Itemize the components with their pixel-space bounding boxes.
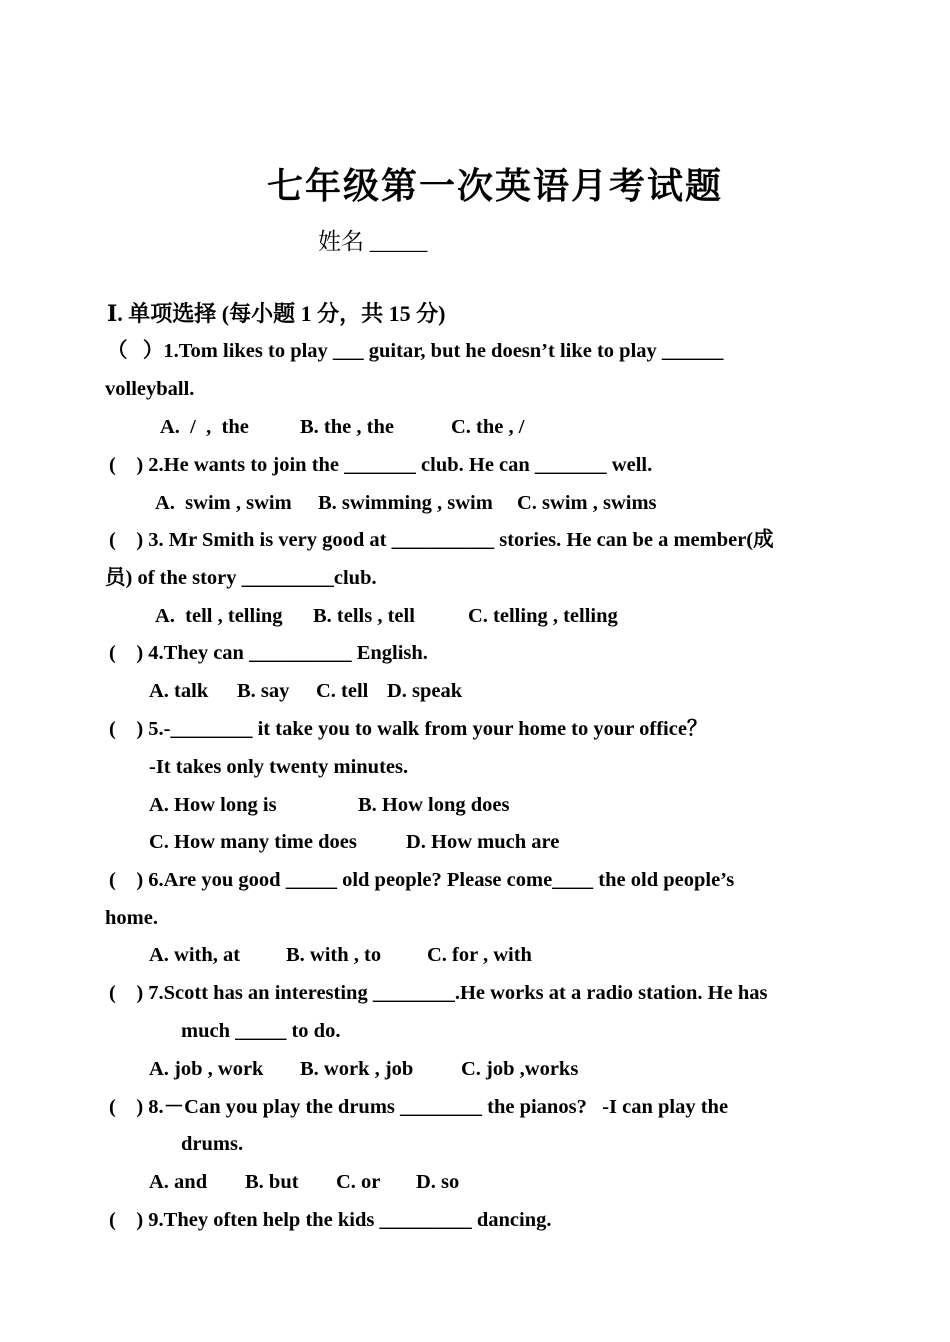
option: C. or (336, 1171, 381, 1193)
option: B. the , the (300, 416, 394, 438)
option: C. telling , telling (468, 605, 618, 627)
option: C. tell (316, 680, 369, 702)
question-line: 员) of the story _________club. (105, 567, 377, 589)
option: C. for , with (427, 944, 532, 966)
question-line: ( ) 8.－Can you play the drums ________ the pianos? -I can play the (109, 1096, 729, 1118)
option: A. job , work (149, 1058, 264, 1080)
question-line: ( ) 9.They often help the kids _________ dancing. (109, 1209, 552, 1231)
option: A. swim , swim (155, 492, 292, 514)
question-line: much _____ to do. (181, 1020, 341, 1042)
page-title: 七年级第一次英语月考试题 (266, 166, 723, 206)
option: A. talk (149, 680, 209, 702)
option: B. swimming , swim (318, 492, 493, 514)
option: B. with , to (286, 944, 382, 966)
option: D. How much are (406, 831, 560, 853)
question-line: ( ) 3. Mr Smith is very good at __________ stories. He can be a member(成 (109, 529, 774, 551)
question-line: -It takes only twenty minutes. (149, 756, 409, 778)
option: D. speak (387, 680, 463, 702)
option: A. tell , telling (155, 605, 283, 627)
option: A. How long is (149, 794, 277, 816)
name-field-label: 姓名 _____ (318, 229, 428, 254)
option: B. work , job (300, 1058, 414, 1080)
option: D. so (416, 1171, 460, 1193)
question-line: ( ) 2.He wants to join the _______ club. He can _______ well. (109, 454, 653, 476)
option: A. / , the (160, 416, 249, 438)
option: C. How many time does (149, 831, 357, 853)
question-line: home. (105, 907, 158, 929)
option: C. the , / (451, 416, 525, 438)
section-heading: Ⅰ. 单项选择 (每小题 1 分，共 15 分) (107, 301, 446, 326)
question-line: drums. (181, 1133, 244, 1155)
option: B. but (245, 1171, 299, 1193)
question-line: ( ) 7.Scott has an interesting ________.He works at a radio station. He has (109, 982, 768, 1004)
question-line: ( ) 4.They can __________ English. (109, 642, 428, 664)
option: B. tells , tell (313, 605, 415, 627)
question-line: （ ）1.Tom likes to play ___ guitar, but he doesn’t like to play ______ (107, 340, 724, 362)
option: B. say (237, 680, 290, 702)
question-line: ( ) 5.-________ it take you to walk from your home to your office？ (109, 718, 708, 740)
option: A. and (149, 1171, 208, 1193)
option: B. How long does (358, 794, 510, 816)
question-line: ( ) 6.Are you good _____ old people? Please come____ the old people’s (109, 869, 735, 891)
option: C. swim , swims (517, 492, 657, 514)
question-line: volleyball. (105, 378, 195, 400)
option: A. with, at (149, 944, 241, 966)
option: C. job ,works (461, 1058, 579, 1080)
